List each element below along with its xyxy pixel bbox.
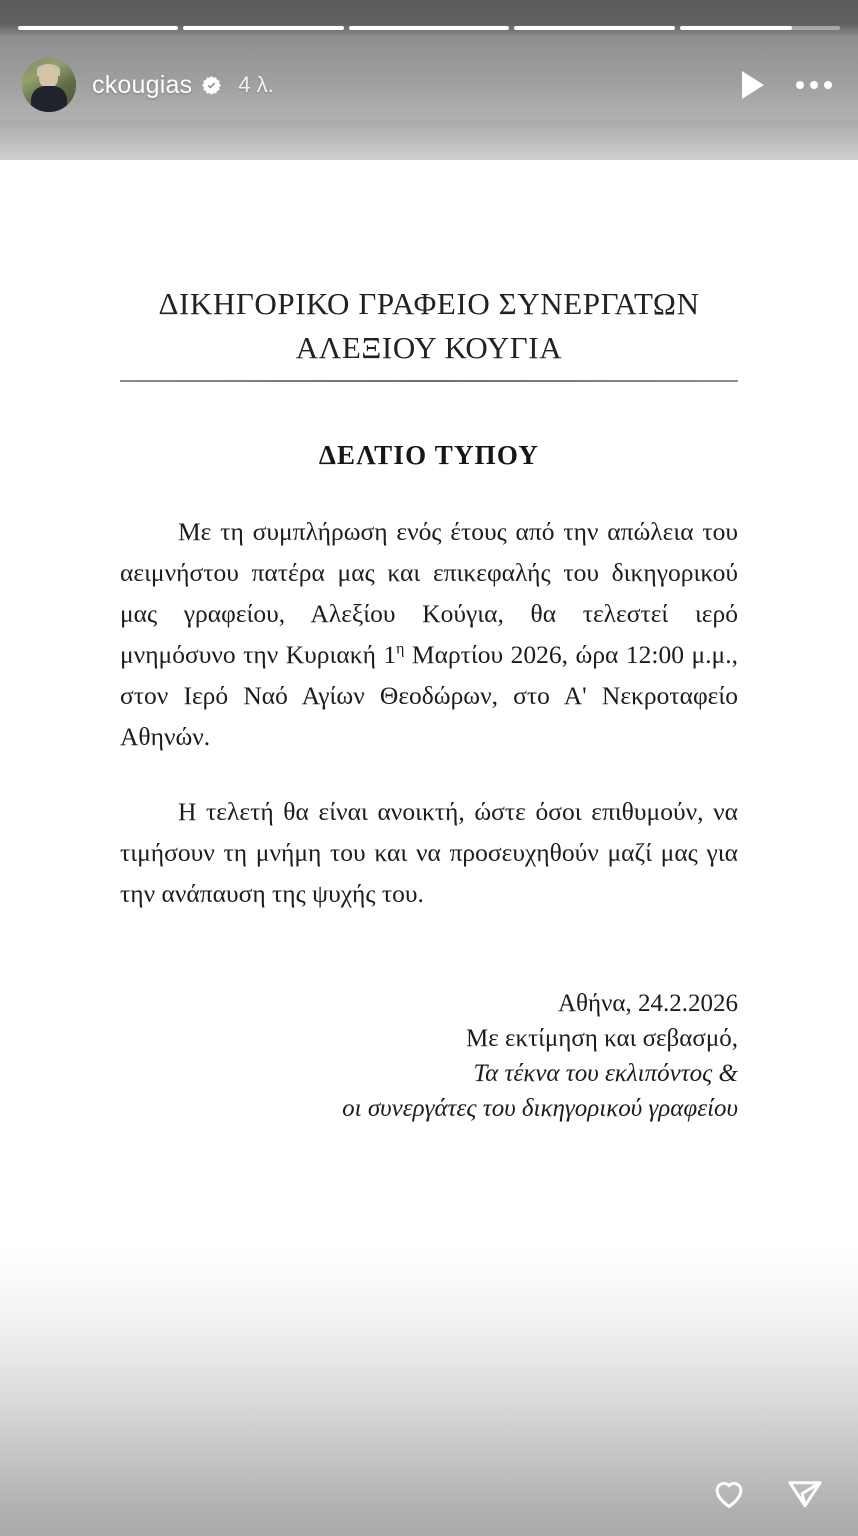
signature-block [120,986,738,1126]
play-icon[interactable] [736,68,770,102]
progress-segment[interactable] [349,26,509,30]
more-dot [796,81,804,89]
heart-icon[interactable] [708,1472,750,1514]
signature-signer-2: οι συνεργάτες του δικηγορικού γραφείου [342,1095,738,1123]
paragraph-1-ordinal-suffix: η [396,640,405,658]
document-content [120,160,738,1126]
paragraph-1-part-1: Με τη συμπλήρωση ενός έτους από την απώλεια του αειμνήστου πατέρα μας και επικεφαλής του δικηγορικού μας γραφείου, Αλεξίου Κούγια, θα τελεστεί ιερό μνημόσυνο την Κυριακή 1 [120,517,738,670]
more-options-icon[interactable] [792,68,836,102]
letterhead-divider [120,380,738,382]
verified-badge-icon [201,75,222,96]
progress-segment[interactable] [514,26,674,30]
more-dot [810,81,818,89]
signature-signer-1: Τα τέκνα του εκλιπόντος & [473,1060,738,1088]
progress-segment-active[interactable] [680,26,840,30]
avatar[interactable] [22,58,76,112]
avatar-body [31,86,67,112]
story-progress-bar[interactable] [18,26,840,30]
press-release-document [0,160,858,1290]
username-label[interactable]: ckougias [92,70,193,99]
paragraph-announcement [120,511,738,757]
story-timestamp: 4 λ. [238,72,274,97]
story-header [22,56,836,114]
story-actions [708,1472,826,1514]
progress-segment[interactable] [183,26,343,30]
letterhead-line-1: ΔΙΚΗΓΟΡΙΚΟ ΓΡΑΦΕΙΟ ΣΥΝΕΡΓΑΤΩΝ [158,286,700,321]
paragraph-invitation: Η τελετή θα είναι ανοικτή, ώστε όσοι επιθυμούν, να τιμήσουν τη μνήμη του και να προσευχηθούν μαζί μας για την ανάπαυση της ψυχής του. [120,797,738,909]
avatar-face [39,67,58,88]
progress-segment[interactable] [18,26,178,30]
document-title: ΔΕΛΤΙΟ ΤΥΠΟΥ [318,440,540,471]
paragraph-1-part-2: Μαρτίου 2026, ώρα 12:00 μ.μ., στον Ιερό Ναό Αγίων Θεοδώρων, στο Α' Νεκροταφείο Αθηνών. [120,640,738,752]
signature-closing: Με εκτίμηση και σεβασμό, [466,1025,738,1053]
letterhead [120,160,738,370]
more-dot [824,81,832,89]
signature-place-date: Αθήνα, 24.2.2026 [557,990,738,1018]
letterhead-line-2: ΑΛΕΞΙΟΥ ΚΟΥΓΙΑ [295,330,563,366]
paper-plane-icon[interactable] [784,1472,826,1514]
